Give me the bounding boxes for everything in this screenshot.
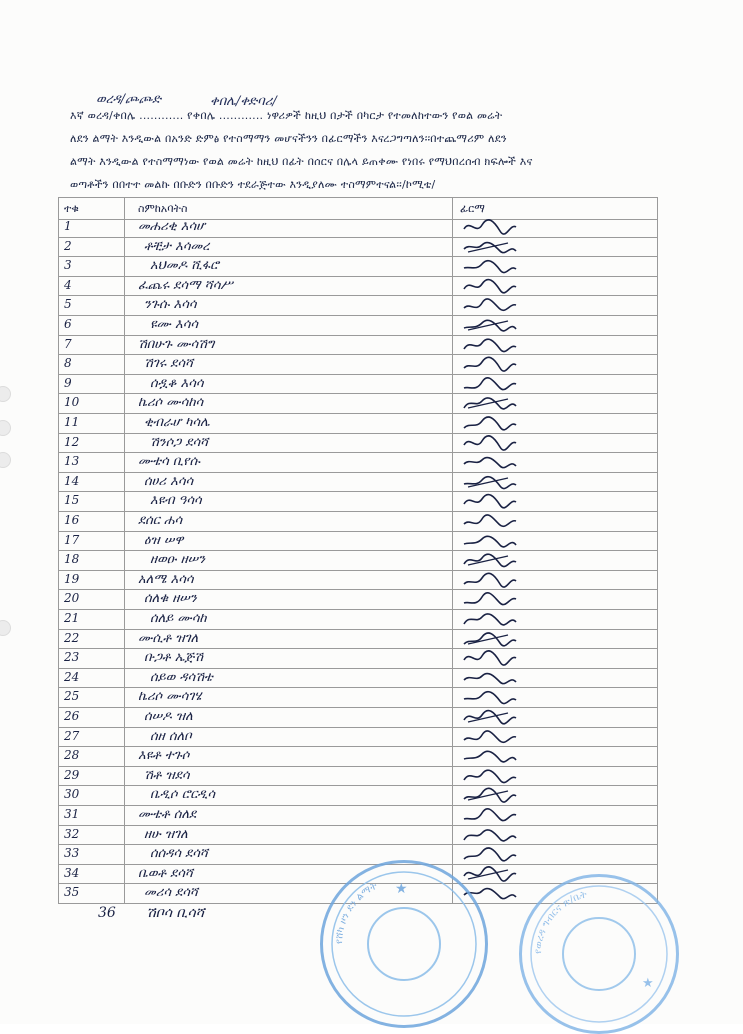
table-row xyxy=(58,609,658,630)
handwritten-woreda: ወረዳ/ጮጮድ xyxy=(96,92,162,107)
signature-scribble-icon xyxy=(460,589,550,610)
row-name: ሙቴቶ ሰለደ xyxy=(138,807,197,822)
row-name: ሰዘ ሰለቦ xyxy=(150,728,192,744)
extra-entry xyxy=(98,905,204,921)
signature-table xyxy=(58,197,658,904)
signature-scribble-icon xyxy=(460,276,550,297)
table-row xyxy=(58,217,658,238)
signature-scribble-icon xyxy=(460,707,550,728)
table-row xyxy=(58,648,658,669)
row-number: 12 xyxy=(64,434,80,449)
table-row xyxy=(58,785,658,806)
row-name: ቤዲሶ ሮርዲሳ xyxy=(150,787,216,803)
row-number: 34 xyxy=(64,865,80,880)
row-number: 20 xyxy=(64,591,80,606)
header-no: ተቁ xyxy=(64,202,79,215)
row-number: 33 xyxy=(64,846,80,861)
row-number: 1 xyxy=(64,219,72,233)
signature-scribble-icon xyxy=(460,550,550,571)
signature-scribble-icon xyxy=(460,491,550,512)
signature-scribble-icon xyxy=(460,335,550,356)
intro-line-1: እኛ ወረዳ/ቀበሌ ............ የቀበሌ ............ ነዋሪዎች ከዚህ በታች በካርታ የተመለከተውን የወል መሬት xyxy=(70,109,503,122)
row-name: ፈጨሩ ደሳማ ሻሳሥ xyxy=(138,277,233,293)
table-row xyxy=(58,805,658,826)
row-name: ደሰር ሐሳ xyxy=(138,513,183,528)
row-number: 31 xyxy=(64,807,80,821)
handwritten-kebele: ቀበሌ/ቀድባሪ/ xyxy=(210,94,277,109)
signature-scribble-icon xyxy=(460,393,550,414)
row-number: 15 xyxy=(64,493,80,508)
row-name: ዕዝ ሠዋ xyxy=(144,532,184,548)
row-name: ሽንሶጋ ደሳሻ xyxy=(150,434,209,450)
table-row xyxy=(58,256,658,277)
table-row xyxy=(58,374,658,395)
row-number: 32 xyxy=(64,826,80,841)
official-stamp-left xyxy=(320,860,488,1028)
signature-scribble-icon xyxy=(460,237,550,258)
table-row xyxy=(58,511,658,532)
row-name: ሰሠዶ ዝለ xyxy=(144,709,193,724)
row-name: እዩብ ዓሳሳ xyxy=(150,493,202,509)
table-row xyxy=(58,413,658,434)
row-name: ዩሙ እሳሳ xyxy=(150,317,198,332)
header-name: ስምከአባትስ xyxy=(138,202,188,215)
table-row xyxy=(58,707,658,728)
table-row xyxy=(58,315,658,336)
punch-hole xyxy=(0,452,11,468)
table-row xyxy=(58,295,658,316)
stamp-right-text: የወረዳ ግብርና ጽ/ቤት xyxy=(532,889,589,955)
signature-scribble-icon xyxy=(460,629,550,650)
row-number: 23 xyxy=(64,650,80,665)
row-number: 5 xyxy=(64,297,72,312)
table-row xyxy=(58,276,658,297)
table-row xyxy=(58,746,658,767)
signature-scribble-icon xyxy=(460,217,550,238)
signature-scribble-icon xyxy=(460,472,550,493)
row-name: መሐሪቂ እሳሆ xyxy=(138,219,205,234)
stamp-right-emblem xyxy=(562,917,636,991)
row-number: 26 xyxy=(64,709,80,723)
row-number: 6 xyxy=(64,317,72,331)
table-row xyxy=(58,354,658,375)
row-name: ሙሲቶ ዝገለ xyxy=(138,630,199,646)
row-name: አለሜ እሳሳ xyxy=(138,571,194,587)
signature-scribble-icon xyxy=(460,785,550,806)
signature-scribble-icon xyxy=(460,746,550,767)
row-name: ሰለይ ሙሳከ xyxy=(150,611,207,626)
table-row xyxy=(58,433,658,454)
table-row xyxy=(58,452,658,473)
row-name: ዘወዑ ዘሠን xyxy=(150,552,206,568)
signature-scribble-icon xyxy=(460,668,550,689)
table-row xyxy=(58,687,658,708)
row-number: 16 xyxy=(64,513,80,527)
row-name: ሰለቁ ዘሠን xyxy=(144,591,197,607)
row-number: 7 xyxy=(64,336,72,351)
row-name: ንጉሱ እሳሳ xyxy=(144,297,197,313)
table-row xyxy=(58,335,658,356)
signature-scribble-icon xyxy=(460,805,550,826)
row-number: 21 xyxy=(64,611,80,625)
table-row xyxy=(58,629,658,650)
row-name: ኬሪሶ ሙሳከሳ xyxy=(138,395,204,411)
row-number: 22 xyxy=(64,630,80,645)
table-row xyxy=(58,491,658,512)
table-row xyxy=(58,393,658,414)
row-name: ቤወቶ ደሳሻ xyxy=(138,865,194,881)
row-number: 27 xyxy=(64,728,80,743)
star-icon: ★ xyxy=(642,976,654,991)
table-row xyxy=(58,472,658,493)
official-stamp-right xyxy=(519,874,679,1034)
signature-scribble-icon xyxy=(460,511,550,532)
row-number: 8 xyxy=(64,356,72,371)
header-signature: ፊርማ xyxy=(460,202,485,215)
star-icon: ★ xyxy=(395,881,408,897)
signature-scribble-icon xyxy=(460,256,550,277)
row-name: ቂብራሆ ካሳሌ xyxy=(144,415,210,430)
extra-entry-name: ሽቦሳ ቢሳሻ xyxy=(146,905,205,921)
table-row xyxy=(58,237,658,258)
signature-scribble-icon xyxy=(460,570,550,591)
row-number: 24 xyxy=(64,669,80,684)
row-name: ሰይወ ዳሳሽቴ xyxy=(150,669,213,685)
row-name: እዩቶ ተጉሶ xyxy=(138,748,190,764)
row-name: ሙቴሳ ቢየሱ xyxy=(138,454,200,470)
row-number: 2 xyxy=(64,238,72,253)
row-name: ሰሀሪ እሳሳ xyxy=(144,473,194,489)
row-number: 18 xyxy=(64,552,80,567)
row-number: 30 xyxy=(64,787,80,802)
signature-scribble-icon xyxy=(460,609,550,630)
row-number: 28 xyxy=(64,748,80,763)
signature-scribble-icon xyxy=(460,433,550,454)
signature-scribble-icon xyxy=(460,727,550,748)
signature-scribble-icon xyxy=(460,295,550,316)
row-number: 29 xyxy=(64,767,80,782)
table-row xyxy=(58,766,658,787)
row-number: 10 xyxy=(64,395,80,410)
table-row xyxy=(58,825,658,846)
row-number: 14 xyxy=(64,473,80,488)
row-number: 4 xyxy=(64,277,72,292)
row-name: ሰዷቆ እሳሳ xyxy=(150,375,204,391)
signature-scribble-icon xyxy=(460,648,550,669)
row-name: ዘሁ ዝገለ xyxy=(144,826,188,842)
row-number: 3 xyxy=(64,258,72,273)
table-row xyxy=(58,531,658,552)
intro-line-2: ለደን ልማት እንዲውል በአንድ ድምፅ የተስማማን መሆናችንን በፊርማችን እናረጋግጣለን፡፡በተጨማሪም ለደን xyxy=(70,132,507,145)
signature-scribble-icon xyxy=(460,825,550,846)
stamp-left-emblem xyxy=(367,907,441,981)
signature-scribble-icon xyxy=(460,315,550,336)
intro-line-3: ልማት እንዲውል የተስማማነው የወል መሬት ከዚህ በፊት በሰርና በሌላ ይጠቀሙ የነበሩ የማህበረሰብ ክፍሎች እና xyxy=(70,155,533,168)
table-row xyxy=(58,727,658,748)
extra-entry-number: 36 xyxy=(98,905,116,921)
row-name: ቶቺታ እሳመረ xyxy=(144,238,210,254)
row-name: ኬሪሶ ሙሳገሄ xyxy=(138,689,202,705)
row-name: ሰሰዳሳ ደሳሻ xyxy=(150,846,208,862)
row-name: ሽቶ ዝደሳ xyxy=(144,767,190,783)
row-number: 11 xyxy=(64,415,80,429)
row-number: 19 xyxy=(64,571,80,586)
intro-paragraph xyxy=(70,104,680,196)
signature-scribble-icon xyxy=(460,354,550,375)
row-number: 9 xyxy=(64,375,72,390)
signature-scribble-icon xyxy=(460,452,550,473)
punch-hole xyxy=(0,420,11,436)
signature-scribble-icon xyxy=(460,766,550,787)
signature-scribble-icon xyxy=(460,374,550,395)
row-name: ሽገሩ ደሳሻ xyxy=(144,356,194,372)
stamp-left-text: የሸካ ዞን ደን ልማት xyxy=(333,880,380,945)
signature-scribble-icon xyxy=(460,531,550,552)
signature-scribble-icon xyxy=(460,687,550,708)
row-name: ቡጋቶ ኤጅሽ xyxy=(144,650,204,666)
table-row xyxy=(58,668,658,689)
row-name: ሽበሁጉ ሙሳሽግ xyxy=(138,336,215,352)
row-name: መሪሳ ደሳሻ xyxy=(144,885,198,901)
intro-line-4: ወጣቶችን በበተተ መልኩ በቡድን በቡድን ተደራጅተው እንዲያለሙ ተስማምተናል፡፡/ኮሚቴ/ xyxy=(70,178,436,191)
table-row xyxy=(58,550,658,571)
row-number: 13 xyxy=(64,454,80,469)
row-number: 25 xyxy=(64,689,80,704)
row-name: አህመዶ ሺፋሮ xyxy=(150,258,219,274)
table-row xyxy=(58,844,658,865)
punch-hole xyxy=(0,386,11,402)
row-number: 17 xyxy=(64,532,80,547)
punch-hole xyxy=(0,620,11,636)
row-number: 35 xyxy=(64,885,80,900)
table-row xyxy=(58,570,658,591)
signature-scribble-icon xyxy=(460,413,550,434)
table-row xyxy=(58,589,658,610)
